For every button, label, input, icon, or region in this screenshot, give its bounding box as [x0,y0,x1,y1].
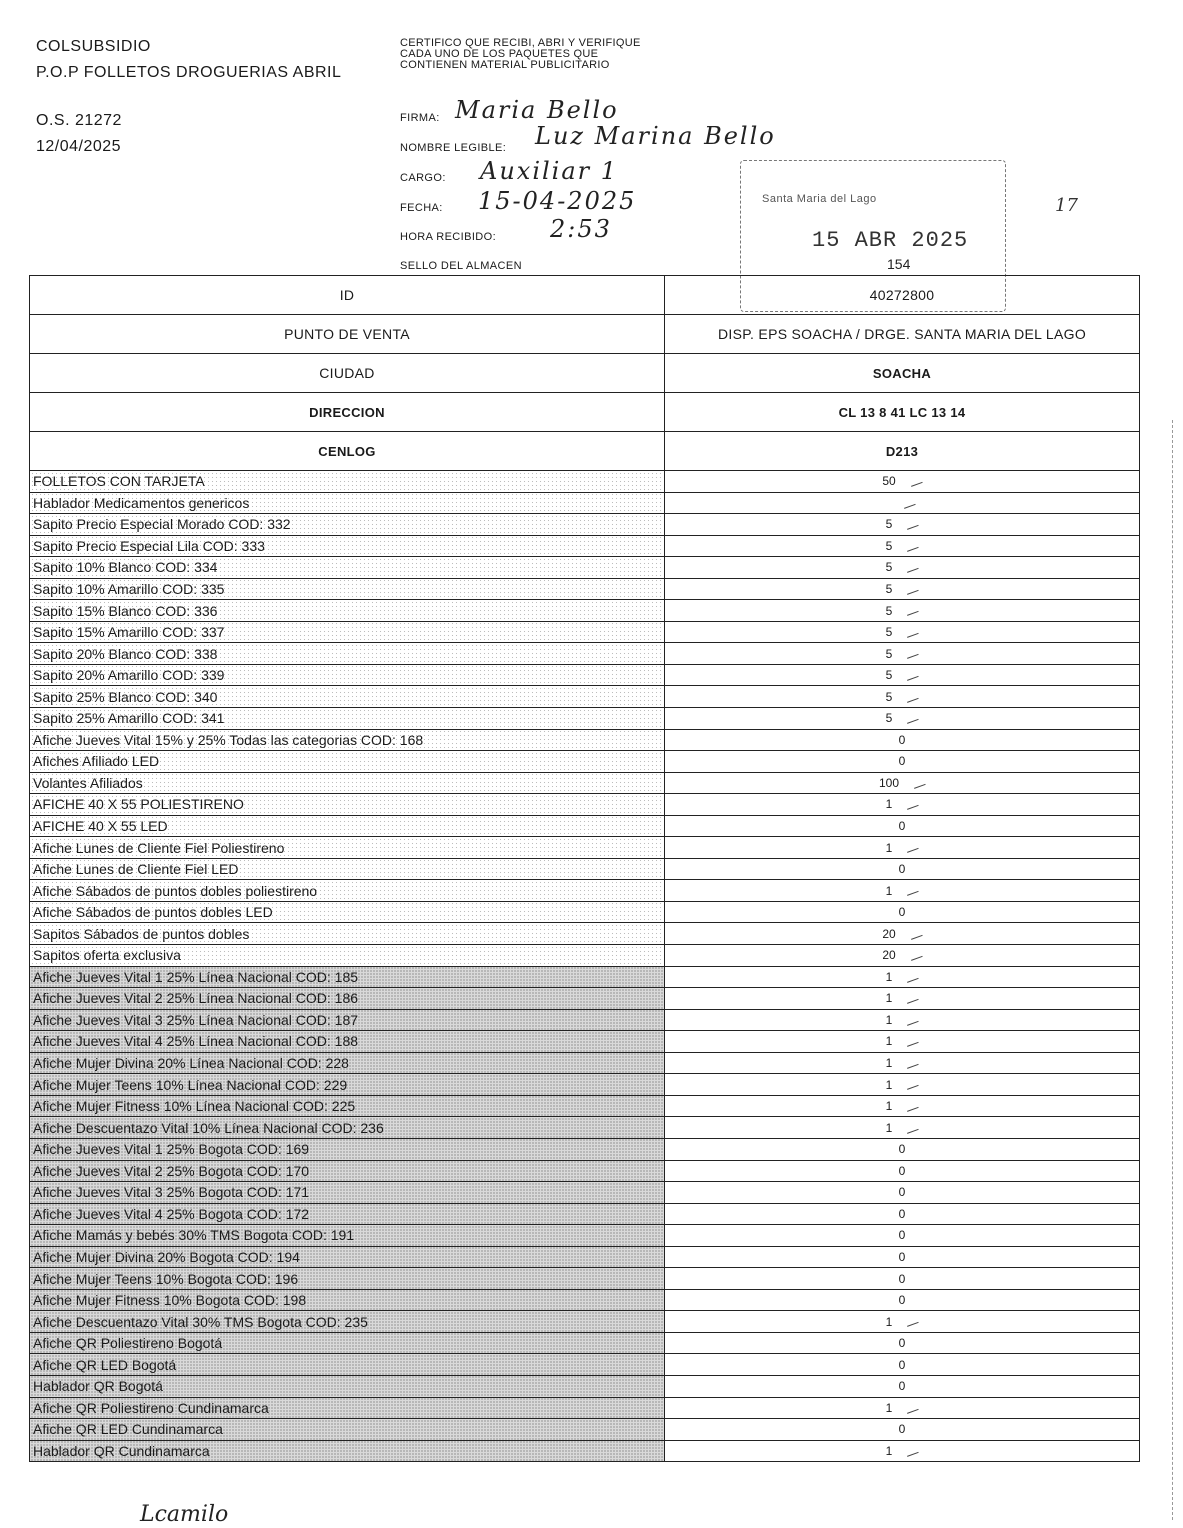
item-label: Sapito 10% Blanco COD: 334 [30,557,665,579]
item-label: Sapito Precio Especial Lila COD: 333 [30,535,665,557]
item-quantity: 20 [882,948,896,963]
header-row-label: DIRECCION [30,393,665,432]
item-quantity: 5 [885,668,893,683]
item-row [30,600,1140,622]
item-quantity-cell [665,1031,1140,1053]
item-label: Afiche Mujer Teens 10% Bogota COD: 196 [30,1268,665,1290]
scan-edge-line [1172,420,1173,1520]
item-row [30,1074,1140,1096]
item-quantity-cell [665,686,1140,708]
check-mark-icon [906,607,919,617]
header-row-label: ID [30,276,665,315]
item-quantity-cell [665,1138,1140,1160]
item-row [30,751,1140,773]
item-quantity: 0 [898,1422,906,1437]
firma-label: FIRMA: [400,112,440,124]
item-row [30,578,1140,600]
item-row [30,988,1140,1010]
item-label: Afiche Descuentazo Vital 30% TMS Bogota COD: 235 [30,1311,665,1333]
item-label: Afiche QR Poliestireno Bogotá [30,1332,665,1354]
item-quantity-cell [665,664,1140,686]
stamp-number: 154 [887,256,911,272]
item-label: Afiches Afiliado LED [30,751,665,773]
check-mark-icon [909,951,922,961]
item-row [30,471,1140,493]
company-name: COLSUBSIDIO [36,38,151,55]
firma-signature: Maria Bello [455,96,619,124]
item-quantity-cell [665,1419,1140,1441]
check-mark-icon [906,1037,919,1047]
check-mark-icon [906,520,919,530]
item-quantity-cell [665,794,1140,816]
item-quantity-cell [665,514,1140,536]
item-label: Afiche QR LED Bogotá [30,1354,665,1376]
item-label: Afiche Sábados de puntos dobles poliestireno [30,880,665,902]
item-row [30,1375,1140,1397]
item-row [30,966,1140,988]
item-quantity-cell [665,1052,1140,1074]
item-quantity-cell [665,837,1140,859]
item-quantity: 5 [885,625,893,640]
check-mark-icon [912,779,925,789]
item-quantity: 0 [898,1249,906,1264]
item-quantity: 1 [885,883,893,898]
item-row [30,901,1140,923]
item-row [30,1419,1140,1441]
item-quantity: 0 [898,1163,906,1178]
item-label: Afiche Jueves Vital 3 25% Línea Nacional COD: 187 [30,1009,665,1031]
item-row [30,1203,1140,1225]
item-quantity: 1 [885,1443,893,1458]
check-mark-icon [906,693,919,703]
material-table [29,275,1140,1462]
item-label: AFICHE 40 X 55 LED [30,815,665,837]
item-row [30,1440,1140,1462]
item-quantity: 1 [885,1056,893,1071]
sello-label: SELLO DEL ALMACEN [400,260,522,272]
item-quantity-cell [665,901,1140,923]
item-quantity: 1 [885,1120,893,1135]
item-quantity: 100 [878,775,900,790]
item-row [30,1289,1140,1311]
check-mark-icon [906,585,919,595]
item-row [30,492,1140,514]
item-quantity-cell [665,708,1140,730]
item-row [30,1311,1140,1333]
item-label: Volantes Afiliados [30,772,665,794]
item-row [30,1117,1140,1139]
item-label: Afiche Lunes de Cliente Fiel Poliestireno [30,837,665,859]
item-label: Afiche Mujer Teens 10% Línea Nacional COD: 229 [30,1074,665,1096]
item-quantity: 0 [898,1357,906,1372]
item-quantity-cell [665,471,1140,493]
item-label: Sapito Precio Especial Morado COD: 332 [30,514,665,536]
item-label: Afiche Jueves Vital 4 25% Bogota COD: 172 [30,1203,665,1225]
hora-handwritten: 2:53 [550,215,612,243]
item-row [30,514,1140,536]
item-row [30,1268,1140,1290]
item-quantity: 1 [885,1314,893,1329]
item-quantity: 1 [885,840,893,855]
item-quantity-cell [665,772,1140,794]
item-label: Afiche Sábados de puntos dobles LED [30,901,665,923]
check-mark-icon [906,973,919,983]
header-row-value: DISP. EPS SOACHA / DRGE. SANTA MARIA DEL LAGO [665,315,1140,354]
item-label: Hablador QR Bogotá [30,1375,665,1397]
item-quantity: 1 [885,1099,893,1114]
item-quantity-cell [665,880,1140,902]
nombre-handwritten: Luz Marina Bello [535,122,776,150]
item-row [30,837,1140,859]
item-quantity-cell [665,1074,1140,1096]
item-quantity: 5 [885,711,893,726]
item-label: Afiche Jueves Vital 1 25% Bogota COD: 169 [30,1138,665,1160]
header-row [30,432,1140,471]
item-quantity-cell [665,535,1140,557]
item-quantity: 0 [898,1271,906,1286]
item-quantity-cell [665,1009,1140,1031]
item-quantity-cell [665,966,1140,988]
item-label: Afiche Mujer Fitness 10% Bogota COD: 198 [30,1289,665,1311]
item-quantity: 0 [898,819,906,834]
check-mark-icon [906,1081,919,1091]
check-mark-icon [906,1016,919,1026]
header-row-label: CENLOG [30,432,665,471]
item-quantity: 1 [885,1012,893,1027]
header-row-value: 40272800 [665,276,1140,315]
item-quantity: 1 [885,797,893,812]
item-row [30,1225,1140,1247]
item-quantity: 5 [885,582,893,596]
item-quantity-cell [665,1289,1140,1311]
item-quantity: 5 [885,538,893,553]
item-quantity: 50 [882,474,896,489]
check-mark-icon [906,714,919,724]
item-quantity-cell [665,1095,1140,1117]
check-mark-icon [906,887,919,897]
item-quantity-cell [665,1160,1140,1182]
item-quantity-cell [665,1225,1140,1247]
item-quantity: 0 [898,1336,906,1351]
item-label: FOLLETOS CON TARJETA [30,471,665,493]
item-quantity: 0 [898,732,906,747]
item-quantity-cell [665,1440,1140,1462]
item-quantity: 0 [898,1142,906,1157]
item-quantity-cell [665,988,1140,1010]
item-quantity-cell [665,1354,1140,1376]
header-row [30,315,1140,354]
stamp-date: 15 ABR 2025 [812,228,969,253]
item-row [30,621,1140,643]
item-label: Afiche Jueves Vital 1 25% Línea Nacional COD: 185 [30,966,665,988]
item-quantity-cell [665,945,1140,967]
nombre-label: NOMBRE LEGIBLE: [400,142,507,154]
item-quantity-cell [665,1117,1140,1139]
item-label: Sapito 20% Amarillo COD: 339 [30,664,665,686]
item-row [30,794,1140,816]
check-mark-icon [906,563,919,573]
item-row [30,772,1140,794]
item-quantity: 1 [885,1034,893,1049]
item-quantity-cell [665,815,1140,837]
item-row [30,923,1140,945]
item-row [30,1182,1140,1204]
item-row [30,1031,1140,1053]
order-date: 12/04/2025 [36,138,122,155]
item-label: Afiche Mujer Divina 20% Bogota COD: 194 [30,1246,665,1268]
item-row [30,664,1140,686]
cargo-handwritten: Auxiliar 1 [480,157,619,185]
item-label: Afiche Jueves Vital 2 25% Línea Nacional COD: 186 [30,988,665,1010]
check-mark-icon [906,1102,919,1112]
item-quantity-cell [665,1311,1140,1333]
check-mark-icon [906,1404,919,1414]
item-quantity: 5 [885,689,893,704]
item-row [30,1009,1140,1031]
item-label: Afiche Lunes de Cliente Fiel LED [30,858,665,880]
item-quantity: 1 [885,991,893,1006]
item-label: Afiche Jueves Vital 4 25% Línea Nacional COD: 188 [30,1031,665,1053]
item-quantity: 5 [885,517,893,532]
item-row [30,1332,1140,1354]
item-quantity: 5 [885,646,893,661]
item-quantity-cell [665,621,1140,643]
item-row [30,1138,1140,1160]
item-quantity-cell [665,923,1140,945]
item-label: Afiche QR LED Cundinamarca [30,1419,665,1441]
check-mark-icon [906,1447,919,1457]
header-row-label: PUNTO DE VENTA [30,315,665,354]
item-row [30,1397,1140,1419]
item-label: Afiche QR Poliestireno Cundinamarca [30,1397,665,1419]
item-quantity: 0 [898,1185,906,1200]
item-quantity-cell [665,492,1140,514]
item-row [30,1095,1140,1117]
item-label: Afiche Mujer Fitness 10% Línea Nacional COD: 225 [30,1095,665,1117]
item-label: Sapito 15% Amarillo COD: 337 [30,621,665,643]
header-row-value: CL 13 8 41 LC 13 14 [665,393,1140,432]
cargo-label: CARGO: [400,172,446,184]
item-quantity-cell [665,1268,1140,1290]
item-quantity: 0 [898,1293,906,1308]
header-row-value: SOACHA [665,354,1140,393]
item-label: AFICHE 40 X 55 POLIESTIRENO [30,794,665,816]
item-label: Afiche Mujer Divina 20% Línea Nacional COD: 228 [30,1052,665,1074]
check-mark-icon [906,628,919,638]
item-row [30,1160,1140,1182]
item-quantity-cell [665,557,1140,579]
corner-mark: 17 [1055,195,1078,216]
check-mark-icon [906,1059,919,1069]
item-row [30,815,1140,837]
item-quantity-cell [665,1397,1140,1419]
item-quantity: 0 [898,1379,906,1394]
item-row [30,686,1140,708]
item-quantity-cell [665,1375,1140,1397]
header-row [30,276,1140,315]
item-quantity: 1 [885,969,893,984]
item-label: Sapitos Sábados de puntos dobles [30,923,665,945]
item-quantity: 5 [885,603,893,618]
item-label: Afiche Jueves Vital 2 25% Bogota COD: 170 [30,1160,665,1182]
item-quantity-cell [665,578,1140,600]
item-label: Sapito 25% Blanco COD: 340 [30,686,665,708]
certification-text: CERTIFICO QUE RECIBI, ABRI Y VERIFIQUE CADA UNO DE LOS PAQUETES QUE CONTIENEN MATERIAL PUBLICITARIO [400,37,641,71]
item-quantity: 0 [898,754,906,769]
item-row [30,643,1140,665]
item-label: Afiche Descuentazo Vital 10% Línea Nacional COD: 236 [30,1117,665,1139]
item-quantity-cell [665,1182,1140,1204]
item-quantity: 20 [882,926,896,941]
item-quantity: 0 [898,1228,906,1243]
check-mark-icon [909,477,922,487]
hora-label: HORA RECIBIDO: [400,231,497,243]
check-mark-icon [902,499,915,509]
check-mark-icon [906,1124,919,1134]
item-label: Sapito 15% Blanco COD: 336 [30,600,665,622]
item-row [30,945,1140,967]
check-mark-icon [906,671,919,681]
item-quantity: 0 [898,862,906,877]
footer-signature: Lcamilo [140,1502,229,1527]
item-label: Hablador Medicamentos genericos [30,492,665,514]
item-row [30,708,1140,730]
fecha-handwritten: 15-04-2025 [478,187,637,215]
check-mark-icon [906,994,919,1004]
item-label: Hablador QR Cundinamarca [30,1440,665,1462]
item-row [30,557,1140,579]
item-quantity: 1 [885,1400,893,1415]
stamp-store-name: Santa Maria del Lago [762,193,877,205]
item-row [30,535,1140,557]
item-row [30,729,1140,751]
header-row [30,393,1140,432]
item-quantity-cell [665,643,1140,665]
check-mark-icon [906,650,919,660]
item-quantity-cell [665,729,1140,751]
item-row [30,1052,1140,1074]
item-quantity-cell [665,600,1140,622]
item-label: Afiche Jueves Vital 3 25% Bogota COD: 171 [30,1182,665,1204]
item-label: Afiche Jueves Vital 15% y 25% Todas las categorias COD: 168 [30,729,665,751]
item-quantity-cell [665,1203,1140,1225]
check-mark-icon [906,1318,919,1328]
item-quantity-cell [665,1332,1140,1354]
item-quantity: 0 [898,905,906,920]
check-mark-icon [906,542,919,552]
item-row [30,858,1140,880]
header-row-value: D213 [665,432,1140,471]
item-quantity: 0 [898,1206,906,1221]
item-row [30,1246,1140,1268]
item-label: Sapito 10% Amarillo COD: 335 [30,578,665,600]
item-label: Sapitos oferta exclusiva [30,945,665,967]
item-quantity-cell [665,1246,1140,1268]
item-label: Sapito 20% Blanco COD: 338 [30,643,665,665]
header-left [36,34,341,160]
check-mark-icon [909,930,922,940]
item-quantity: 1 [885,1077,893,1092]
item-quantity: 5 [885,560,893,575]
header-row-label: CIUDAD [30,354,665,393]
item-quantity-cell [665,751,1140,773]
project-title: P.O.P FOLLETOS DROGUERIAS ABRIL [36,64,342,81]
check-mark-icon [906,800,919,810]
item-quantity-cell [665,858,1140,880]
order-number: O.S. 21272 [36,112,122,129]
item-row [30,880,1140,902]
fecha-label: FECHA: [400,202,443,214]
header-row [30,354,1140,393]
item-label: Sapito 25% Amarillo COD: 341 [30,708,665,730]
item-label: Afiche Mamás y bebés 30% TMS Bogota COD: 191 [30,1225,665,1247]
item-row [30,1354,1140,1376]
check-mark-icon [906,844,919,854]
